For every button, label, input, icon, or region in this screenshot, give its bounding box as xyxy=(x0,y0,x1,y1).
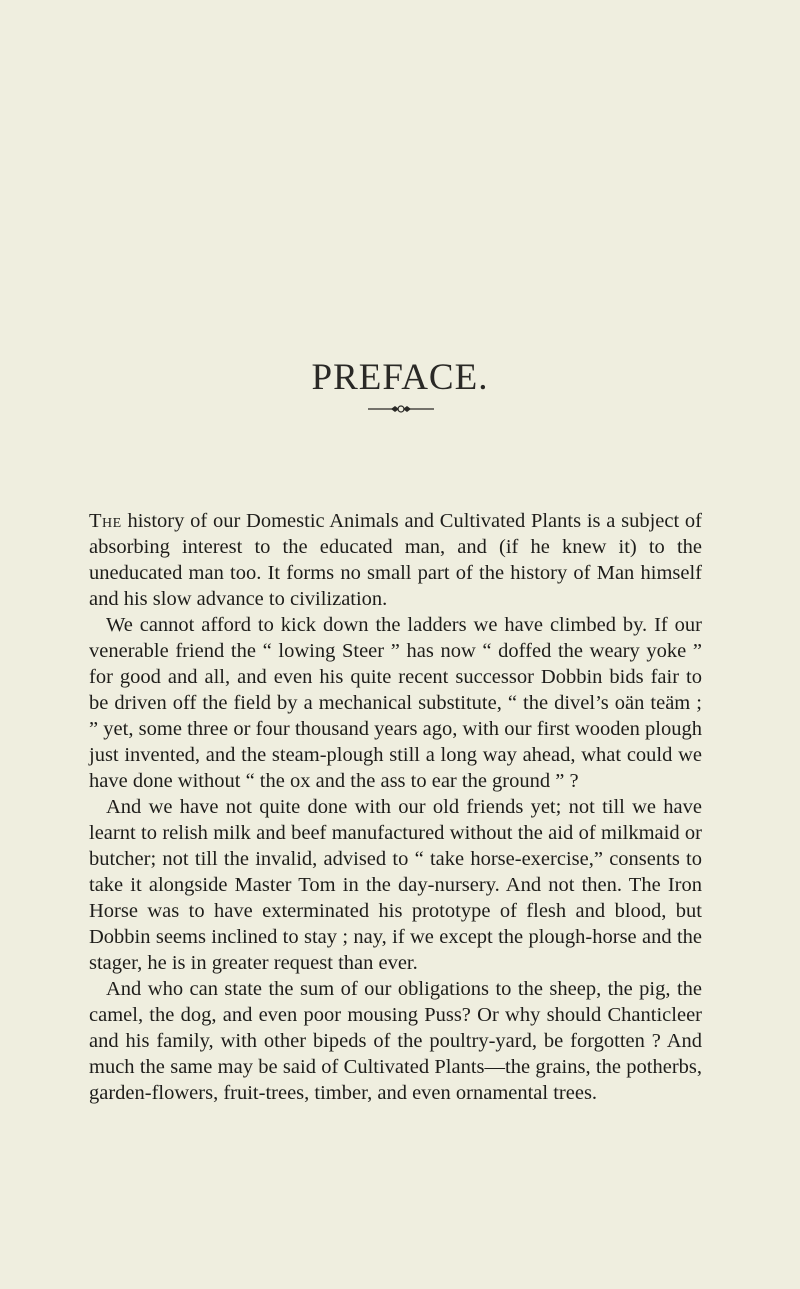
ornament-divider-icon xyxy=(366,404,436,414)
preface-body xyxy=(89,508,702,1106)
paragraph-1 xyxy=(89,508,702,612)
paragraph-1-text: history of our Domestic Animals and Cultivated Plants is a subject of absorbing interest to the educated man, and (if he knew it) to the uneducated man too. It forms no small part of the history of Man himself and his slow advance to civilization. xyxy=(89,510,702,610)
paragraph-3: And we have not quite done with our old friends yet; not till we have learnt to relish milk and beef manufactured without the aid of milkmaid or butcher; not till the invalid, advised to “ take horse-exercise,” consents to take it alongside Master Tom in the day-nursery. And not then. The Iron Horse was to have exterminated his prototype of flesh and blood, but Dobbin seems inclined to stay ; nay, if we except the plough-horse and the stager, he is in greater request than ever. xyxy=(89,796,702,974)
page-title: PREFACE. xyxy=(311,357,489,398)
paragraph-2: We cannot afford to kick down the ladders we have climbed by. If our venerable friend the “ lowing Steer ” has now “ doffed the weary yoke ” for good and all, and even his quite recent successor Dobbin bids fair to be driven off the field by a mechanical substitute, “ the divel’s oän teäm ; ” yet, some three or four thousand years ago, with our first wooden plough just invented, and the steam-plough still a long way ahead, what could we have done without “ the ox and the ass to ear the ground ” ? xyxy=(89,614,702,792)
first-word: The xyxy=(89,510,122,532)
paragraph-4: And who can state the sum of our obligations to the sheep, the pig, the camel, the dog, and even poor mousing Puss? Or why should Chanticleer and his family, with other bipeds of the poultry-yard, be forgotten ? And much the same may be said of Cultivated Plants—the grains, the potherbs, garden-flowers, fruit-trees, timber, and even ornamental trees. xyxy=(89,978,702,1104)
